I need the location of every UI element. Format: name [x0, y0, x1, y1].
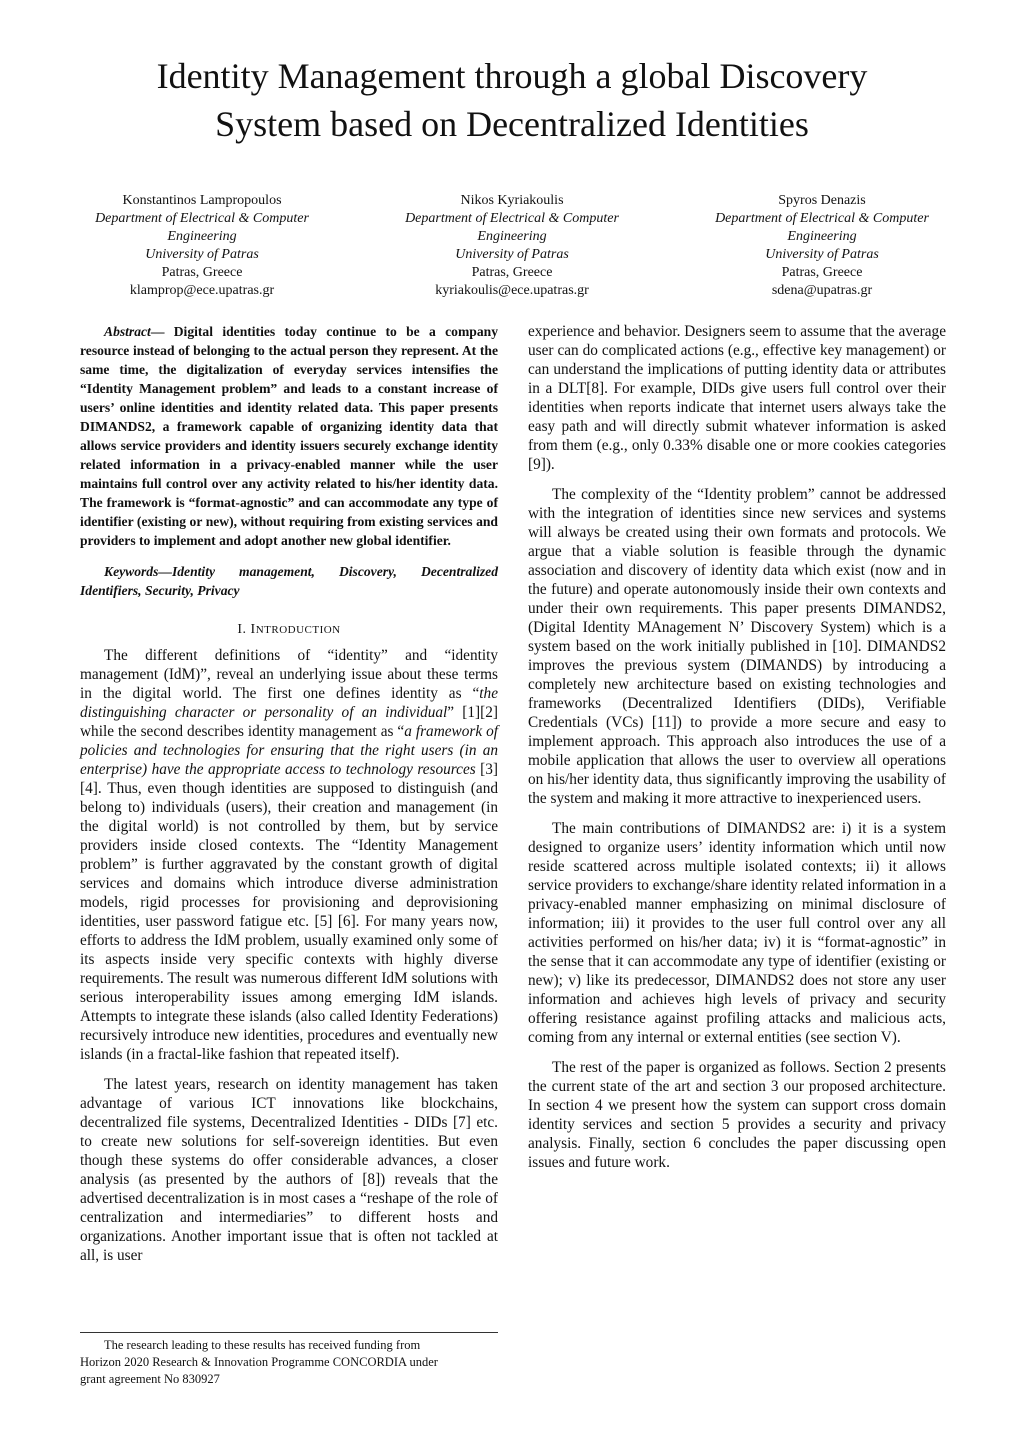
section-heading-initial: I: [250, 622, 256, 637]
intro-p1-quote-1: the distinguishing character or personality of an individual: [80, 685, 498, 721]
author-email: klamprop@ece.upatras.gr: [129, 283, 275, 298]
abstract-text: — Digital identities today continue to be a company resource instead of belonging to the actual person they represent. At the same time, the digitalization of everyday services intensifies the “Identity Management problem” and leads to a constant increase of users’ online identities and identity related data. This paper presents DIMANDS2, a framework capable of organizing identity data that allows service providers and identity issuers securely exchange identity related information in a privacy-enabled manner while the user maintains full control over any activity related to his/her identity data. The framework is “format-agnostic” and can accommodate any type of identifier (existing or new), without requiring from existing services and providers to implement and adopt another new global identifier.: [80, 324, 498, 548]
intro-p1-text-c: [3][4]. Thus, even though identities are supposed to distinguish (and belong to) individuals (users), their creation and management (in the digital world) is not controlled by them, but by service providers inside closed contexts. The “Identity Management problem” is further aggravated by the constant growth of digital services and domains which introduce diverse administration models, rigid processes for provisioning and deprovisioning identities, user password fatigue etc. [5] [6]. For many years now, efforts to address the IdM problem, usually examined only some of its aspects inside very specific contexts with highly diverse requirements. The result was numerous different IdM solutions with serious interoperability issues among emerging IdM islands. Attempts to integrate these islands (also called Identity Federations) recursively introduce new identities, procedures and eventually new islands (in a fractal-like fashion that repeated itself).: [80, 761, 498, 1063]
author-university: University of Patras: [455, 247, 569, 262]
intro-paragraph-2: The latest years, research on identity management has taken advantage of various ICT innovations like blockchains, decentralized file systems, Decentralized Identities - DIDs [7] etc. to create new solutions for self-sovereign identities. But even though these systems do offer considerable advances, a closer analysis (as presented by the authors of [8]) reveals that the advertised decentralization is in most cases a “reshape of the role of centralization and intermediaries” to different hosts and organizations. Another important issue that is often not tackled at all, is user: [80, 1076, 498, 1264]
right-paragraph-4: The rest of the paper is organized as follows. Section 2 presents the current state of the art and section 3 our proposed architecture. In section 4 we present how the system can support cross domain identity services and section 5 provides a security and privacy analysis. Finally, section 6 concludes the paper discussing open issues and future work.: [528, 1059, 946, 1171]
author-department-2: Engineering: [477, 229, 547, 244]
author-name: Konstantinos Lampropoulos: [122, 193, 282, 208]
author-name: Nikos Kyriakoulis: [460, 193, 564, 208]
paper-title: [60, 52, 964, 148]
author-department: Department of Electrical & Computer: [715, 211, 929, 226]
section-numeral: I.: [237, 622, 247, 637]
author-university: University of Patras: [145, 247, 259, 262]
section-heading-rest: NTRODUCTION: [255, 624, 341, 636]
author-block-2: [382, 192, 642, 300]
footnote-line-2: Horizon 2020 Research & Innovation Programme CONCORDIA under: [80, 1355, 438, 1369]
keywords: Keywords—Identity management, Discovery, Decentralized Identifiers, Security, Privacy: [80, 564, 498, 598]
author-university: University of Patras: [765, 247, 879, 262]
footnote-line-3: grant agreement No 830927: [80, 1372, 220, 1386]
intro-paragraph-1: [80, 646, 498, 1064]
section-heading-introduction: [80, 620, 498, 640]
author-email: kyriakoulis@ece.upatras.gr: [435, 283, 589, 298]
author-block-1: [72, 192, 332, 300]
abstract: [80, 322, 498, 550]
funding-footnote: [80, 1337, 498, 1388]
right-paragraph-3: The main contributions of DIMANDS2 are: i) it is a system designed to organize users’ identity information which until now reside scattered across multiple isolated contexts; ii) it allows service providers to exchange/share identity related information in a privacy-enabled manner emphasizing on minimal disclosure of information; iii) it provides to the user full control over any all activities performed on his/her data; iv) it is “format-agnostic” in the sense that it can accommodate any type of identifier (existing or new); v) like its predecessor, DIMANDS2 does not store any user information and achieves high levels of privacy and security offering resistance against profiling attacks and malicious acts, coming from any internal or external entities (see section V).: [528, 820, 946, 1046]
intro-p1-quote-2: a framework of policies and technologies for ensuring that the right users (in an enterprise) have the appropriate access to technology resources: [80, 723, 498, 778]
right-column: [528, 322, 946, 1183]
author-department-2: Engineering: [787, 229, 857, 244]
author-location: Patras, Greece: [781, 265, 863, 280]
author-department: Department of Electrical & Computer: [95, 211, 309, 226]
author-department: Department of Electrical & Computer: [405, 211, 619, 226]
right-paragraph-2: The complexity of the “Identity problem” cannot be addressed with the integration of identities since new services and systems will always be created using their own formats and protocols. We argue that a viable solution is feasible through the dynamic association and discovery of identity data which exist (now and in the future) and operate autonomously inside their own contexts and under their own requirements. This paper presents DIMANDS2, (Digital Identity MAnagement N’ Discovery System) which is a system based on the work initially published in [10]. DIMANDS2 improves the previous system (DIMANDS) by introducing a completely new architecture based on existing technologies and frameworks (Decentralized Identifiers (DIDs), Verifiable Credentials (VCs) [11]) to provide a more secure and easy to implement approach. This approach also introduces the use of a mobile application that allows the user to overview all operations on his/her identity data, thus significantly improving the usability of the system and making it more attractive to inexperienced users.: [528, 486, 946, 807]
intro-p1-text-b: ” [1][2] while the second describes identity management as “: [80, 704, 498, 740]
left-column: [80, 322, 498, 1276]
author-location: Patras, Greece: [161, 265, 243, 280]
author-location: Patras, Greece: [471, 265, 553, 280]
paper-title-line-2: System based on Decentralized Identities: [215, 104, 809, 144]
author-email: sdena@upatras.gr: [771, 283, 873, 298]
author-name: Spyros Denazis: [778, 193, 866, 208]
author-department-2: Engineering: [167, 229, 237, 244]
footnote-line-1: The research leading to these results has received funding from: [104, 1338, 421, 1352]
paper-title-line-1: Identity Management through a global Discovery: [156, 56, 868, 96]
abstract-label: Abstract: [104, 324, 151, 339]
right-paragraph-1: experience and behavior. Designers seem to assume that the average user can do complicated actions (e.g., effective key management) or can understand the implications of putting identity data or attributes in a DLT[8]. For example, DIDs give users full control over their identities when reports indicate that internet users always take the easy path and will directly submit whatever information is asked from them (e.g., only 0.33% disable one or more cookies categories [9]).: [528, 323, 946, 473]
author-block-3: [692, 192, 952, 300]
footnote-divider: [80, 1332, 498, 1333]
intro-p1-text-a: The different definitions of “identity” and “identity management (IdM)”, reveal an underlying issue about these terms in the digital world. The first one defines identity as “: [80, 647, 498, 702]
